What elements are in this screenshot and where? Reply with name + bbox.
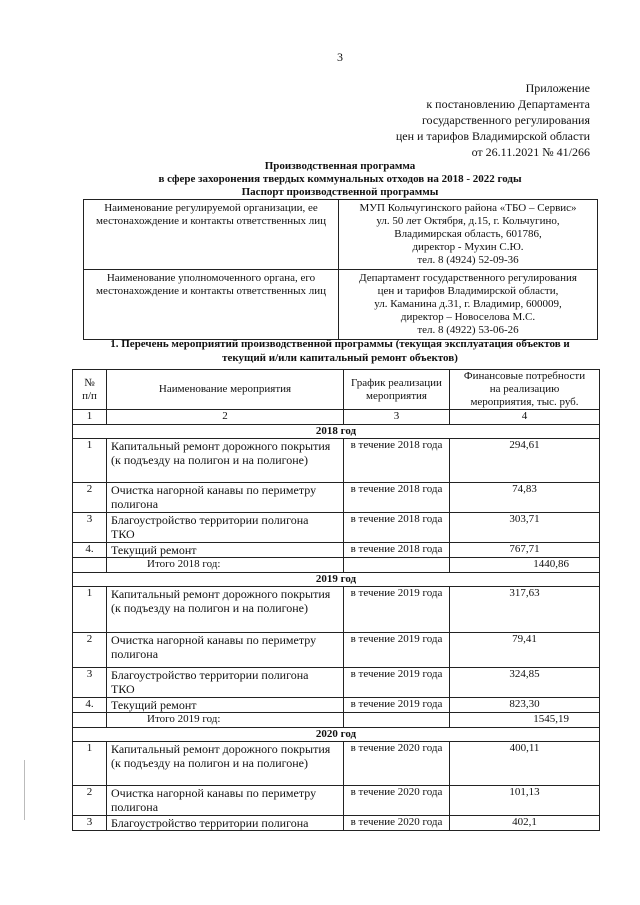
- document-title: [0, 160, 640, 199]
- column-number: 4: [450, 410, 600, 425]
- text-line: текущий и/или капитальный ремонт объектов): [222, 352, 458, 364]
- table-row: [73, 587, 600, 633]
- text-line: на реализацию: [489, 383, 560, 395]
- row-num: 2: [73, 483, 107, 513]
- text-line: мероприятия: [366, 389, 427, 402]
- passport-value: [339, 200, 598, 270]
- text-line: Наименование уполномоченного органа, его: [106, 272, 316, 284]
- title-line: Паспорт производственной программы: [241, 186, 439, 198]
- year-row: [73, 728, 600, 742]
- row-name: Капитальный ремонт дорожного покрытия (к подъезду на полигон и на полигоне): [107, 439, 344, 483]
- table-row: [73, 513, 600, 543]
- row-value: 324,85: [450, 668, 600, 698]
- text-line: Благоустройство территории полигона: [111, 513, 309, 527]
- row-schedule: в течение 2019 года: [344, 668, 450, 698]
- total-label: Итого 2018 год:: [107, 558, 344, 573]
- year-row: [73, 573, 600, 587]
- appendix-line: от 26.11.2021 № 41/266: [471, 145, 590, 159]
- row-schedule: в течение 2020 года: [344, 816, 450, 831]
- year-label: 2018 год: [73, 425, 600, 439]
- row-schedule: в течение 2019 года: [344, 587, 450, 633]
- table-row: [84, 270, 598, 340]
- row-name: Текущий ремонт: [107, 698, 344, 713]
- table-row: [73, 543, 600, 558]
- row-value: 767,71: [450, 543, 600, 558]
- row-value: 79,41: [450, 633, 600, 668]
- text-line: ул. Каманина д.31, г. Владимир, 600009,: [374, 298, 562, 310]
- row-schedule: в течение 2019 года: [344, 698, 450, 713]
- passport-table: [83, 199, 598, 340]
- row-schedule: в течение 2018 года: [344, 543, 450, 558]
- table-row: [84, 200, 598, 270]
- row-schedule: в течение 2018 года: [344, 483, 450, 513]
- row-num: 3: [73, 668, 107, 698]
- row-value: 317,63: [450, 587, 600, 633]
- header-finance: [450, 370, 600, 410]
- row-num: 1: [73, 742, 107, 786]
- row-name: Очистка нагорной канавы по периметру полигона: [107, 786, 344, 816]
- row-value: 74,83: [450, 483, 600, 513]
- header-schedule: [344, 370, 450, 410]
- text-line: №: [84, 376, 95, 389]
- row-schedule: в течение 2020 года: [344, 786, 450, 816]
- measures-table: [72, 369, 600, 831]
- row-schedule: в течение 2018 года: [344, 513, 450, 543]
- column-number: 3: [344, 410, 450, 425]
- row-value: 303,71: [450, 513, 600, 543]
- row-name: [107, 816, 344, 831]
- text-line: тел. 8 (4924) 52-09-36: [417, 254, 519, 266]
- page-number: 3: [337, 50, 343, 64]
- table-row: [73, 698, 600, 713]
- text-line: местонахождение и контакты ответственных лиц: [96, 285, 326, 297]
- table-row: [73, 439, 600, 483]
- text-line: Финансовые потребности: [463, 370, 586, 382]
- row-value: 402,1: [450, 816, 600, 831]
- row-name: Текущий ремонт: [107, 543, 344, 558]
- text-line: Благоустройство территории полигона: [111, 816, 309, 830]
- text-line: директор - Мухин С.Ю.: [412, 241, 524, 253]
- row-num: 4.: [73, 698, 107, 713]
- text-line: местонахождение и контакты ответственных лиц: [96, 215, 326, 227]
- row-name: Капитальный ремонт дорожного покрытия (к подъезду на полигон и на полигоне): [107, 587, 344, 633]
- text-line: МУП Кольчугинского района «ТБО – Сервис»: [359, 202, 577, 214]
- header-name: Наименование мероприятия: [107, 370, 344, 410]
- appendix-line: государственного регулирования: [421, 113, 590, 127]
- row-num: 2: [73, 786, 107, 816]
- title-line: в сфере захоронения твердых коммунальных отходов на 2018 - 2022 годы: [158, 173, 522, 185]
- total-label: Итого 2019 год:: [107, 713, 344, 728]
- total-row: [73, 558, 600, 573]
- empty-cell: [73, 558, 107, 573]
- column-number: 2: [107, 410, 344, 425]
- text-line: ТКО: [111, 527, 135, 541]
- row-name: Очистка нагорной канавы по периметру полигона: [107, 483, 344, 513]
- text-line: цен и тарифов Владимирской области,: [377, 285, 559, 297]
- text-line: мероприятия, тыс. руб.: [470, 396, 579, 408]
- row-num: 3: [73, 816, 107, 831]
- column-number: 1: [73, 410, 107, 425]
- row-name: [107, 668, 344, 698]
- empty-cell: [344, 713, 450, 728]
- year-label: 2020 год: [73, 728, 600, 742]
- row-value: 101,13: [450, 786, 600, 816]
- appendix-line: к постановлению Департамента: [426, 97, 590, 111]
- appendix-block: [396, 80, 590, 160]
- row-value: 823,30: [450, 698, 600, 713]
- text-line: Владимирская область, 601786,: [394, 228, 542, 240]
- passport-label: [84, 200, 339, 270]
- year-label: 2019 год: [73, 573, 600, 587]
- column-number-row: [73, 410, 600, 425]
- passport-label: [84, 270, 339, 340]
- scan-margin-line: [24, 760, 25, 820]
- text-line: Наименование регулируемой организации, ее: [104, 202, 318, 214]
- empty-cell: [344, 558, 450, 573]
- row-num: 1: [73, 439, 107, 483]
- text-line: директор – Новоселова М.С.: [400, 311, 536, 323]
- row-num: 4.: [73, 543, 107, 558]
- total-value: 1440,86: [450, 558, 600, 573]
- table-row: [73, 633, 600, 668]
- text-line: ул. 50 лет Октября, д.15, г. Кольчугино,: [376, 215, 560, 227]
- text-line: ТКО: [111, 682, 135, 696]
- table-row: [73, 742, 600, 786]
- row-name: Капитальный ремонт дорожного покрытия (к подъезду на полигон и на полигоне): [107, 742, 344, 786]
- text-line: Департамент государственного регулирования: [359, 272, 577, 284]
- row-name: Очистка нагорной канавы по периметру полигона: [107, 633, 344, 668]
- row-value: 294,61: [450, 439, 600, 483]
- table-row: [73, 668, 600, 698]
- table-header-row: [73, 370, 600, 410]
- appendix-line: Приложение: [525, 81, 590, 95]
- table-row: [73, 786, 600, 816]
- table-row: [73, 483, 600, 513]
- row-value: 400,11: [450, 742, 600, 786]
- row-num: 3: [73, 513, 107, 543]
- row-num: 2: [73, 633, 107, 668]
- total-row: [73, 713, 600, 728]
- title-line: Производственная программа: [264, 160, 416, 172]
- row-name: [107, 513, 344, 543]
- header-num: [73, 370, 107, 410]
- text-line: тел. 8 (4922) 53-06-26: [417, 324, 519, 336]
- row-schedule: в течение 2018 года: [344, 439, 450, 483]
- section-heading: [60, 337, 620, 365]
- passport-value: [339, 270, 598, 340]
- year-row: [73, 425, 600, 439]
- table-row: [73, 816, 600, 831]
- text-line: График реализации: [351, 376, 442, 389]
- total-value: 1545,19: [450, 713, 600, 728]
- row-schedule: в течение 2019 года: [344, 633, 450, 668]
- text-line: п/п: [82, 389, 97, 402]
- text-line: 1. Перечень мероприятий производственной программы (текущая эксплуатация объектов и: [110, 338, 570, 350]
- row-schedule: в течение 2020 года: [344, 742, 450, 786]
- text-line: Благоустройство территории полигона: [111, 668, 309, 682]
- row-num: 1: [73, 587, 107, 633]
- empty-cell: [73, 713, 107, 728]
- appendix-line: цен и тарифов Владимирской области: [395, 129, 590, 143]
